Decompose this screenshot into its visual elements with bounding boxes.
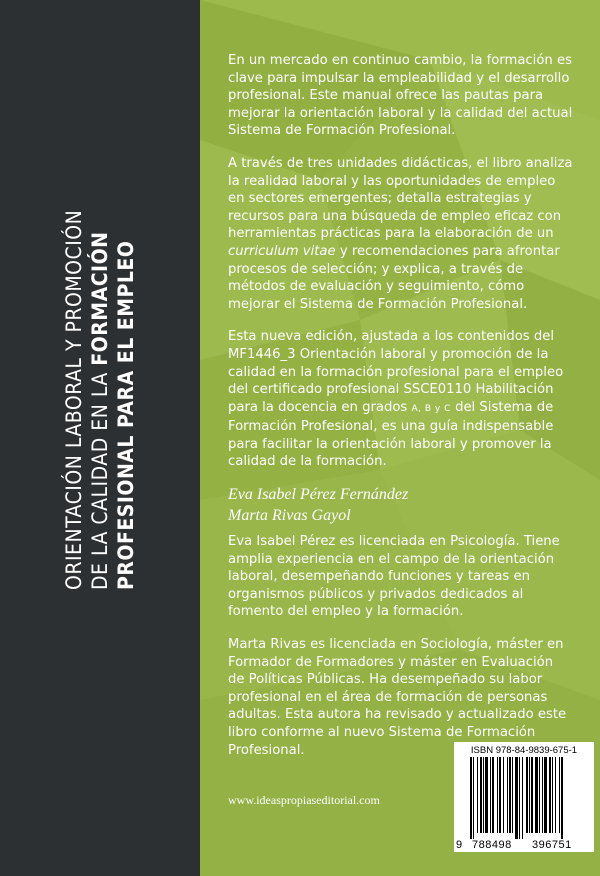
author-bio-2: Marta Rivas es licenciada en Sociología, máster en Formador de Formadores y máster en Evaluación de Políticas Públicas. Ha desempeñado su labor profesional en el área de formación de personas adultas. Esta autora ha revisado y actualizado este libro conforme al nuevo Sistema de Formación Profesional. (228, 636, 567, 758)
author-name-1: Eva Isabel Pérez Fernández (228, 486, 409, 503)
barcode-bars (460, 757, 588, 839)
publisher-url: www.ideaspropiaseditorial.com (228, 793, 380, 807)
barcode-bar (559, 757, 560, 833)
blurb-p2-end: y recomendaciones para afrontar procesos de selección; y explica, a través de métodos de evaluación y seguimiento, cómo mejorar el Sistema de Formación Profesional. (228, 243, 560, 312)
blurb-paragraph-3 (228, 328, 573, 471)
blurb-p3-start: Esta nueva edición, ajustada a los contenidos del MF1446_3 Orientación laboral y promoción de la calidad en la formación profesional para el empleo del certificado profesional SSCE0110 Habilitación para la docencia en grados (228, 329, 564, 415)
author-bio-1: Eva Isabel Pérez es licenciada en Psicología. Tiene amplia experiencia en el campo de la orientación laboral, desempeñando funciones y tareas en organismos públicos y privados dedicados al fomento del empleo y la formación. (228, 534, 560, 620)
barcode-bar (507, 757, 508, 833)
spine-title-line2-bold: FORMACIÓN (88, 231, 112, 366)
blurb-p2-start: A través de tres unidades didácticas, el libro analiza la realidad laboral y las oportunidades de empleo en sectores emergentes; detalla estrategias y recursos para una búsqueda de empleo eficaz con herramientas prácticas para la elaboración de un (228, 155, 573, 242)
author-bios (228, 533, 573, 774)
barcode-bar (477, 757, 478, 833)
barcode-bar (497, 757, 498, 833)
barcode-bar (535, 757, 538, 833)
spine-title-line3: PROFESIONAL PARA EL EMPLEO (114, 240, 138, 590)
back-cover (200, 0, 600, 876)
barcode-bar (490, 757, 491, 833)
barcode-bar (509, 757, 511, 833)
barcode-bar (512, 757, 513, 833)
author-names (228, 484, 408, 526)
barcode-bar (519, 757, 520, 839)
isbn-label: ISBN 978-84-9839-675-1 (470, 745, 578, 756)
barcode-bar (515, 757, 518, 839)
barcode-bar (473, 757, 474, 839)
barcode-digits-left: 788498 (472, 839, 512, 851)
barcode-bar (499, 757, 501, 833)
spine-title-line2-regular: DE LA CALIDAD EN LA (88, 365, 112, 590)
barcode-bar (555, 757, 556, 833)
barcode-bar (529, 757, 530, 833)
barcode-bar (531, 757, 533, 833)
barcode-bar (539, 757, 540, 833)
isbn-barcode (454, 742, 594, 852)
blurb-p3-grades: A, B y C (411, 403, 451, 414)
barcode-bar (542, 757, 543, 833)
blurb-paragraph-2 (228, 155, 573, 313)
author-name-2: Marta Rivas Gayol (228, 507, 351, 524)
barcode-bar (492, 757, 494, 833)
barcode-bar (470, 757, 472, 839)
barcode-bar (549, 757, 551, 833)
barcode-digit-first: 9 (456, 839, 463, 851)
blurb (228, 52, 573, 486)
spine-title (61, 70, 139, 590)
book-spine (0, 0, 200, 876)
blurb-p2-italic: curriculum vitae (228, 243, 336, 259)
barcode-bar (522, 757, 523, 839)
spine-title-line2 (87, 70, 113, 590)
barcode-bar (503, 757, 504, 833)
barcode-bar (561, 757, 563, 839)
barcode-bar (552, 757, 553, 833)
barcode-bar (526, 757, 528, 833)
barcode-bar (480, 757, 482, 833)
spine-title-line1: ORIENTACIÓN LABORAL Y PROMOCIÓN (62, 209, 86, 590)
blurb-p3-end: del Sistema de Formación Profesional, es una guía indispensable para facilitar la orientación laboral y promover la calidad de la formación. (228, 399, 554, 470)
barcode-bar (485, 757, 488, 833)
barcode-bar (544, 757, 547, 833)
barcode-digits-right: 396751 (532, 839, 572, 851)
barcode-bar (483, 757, 484, 833)
blurb-paragraph-1: En un mercado en continuo cambio, la formación es clave para impulsar la empleabilidad y el desarrollo profesional. Este manual ofrece las pautas para mejorar la orientación laboral y la calidad del actual Sistema de Formación Profesional. (228, 53, 573, 139)
